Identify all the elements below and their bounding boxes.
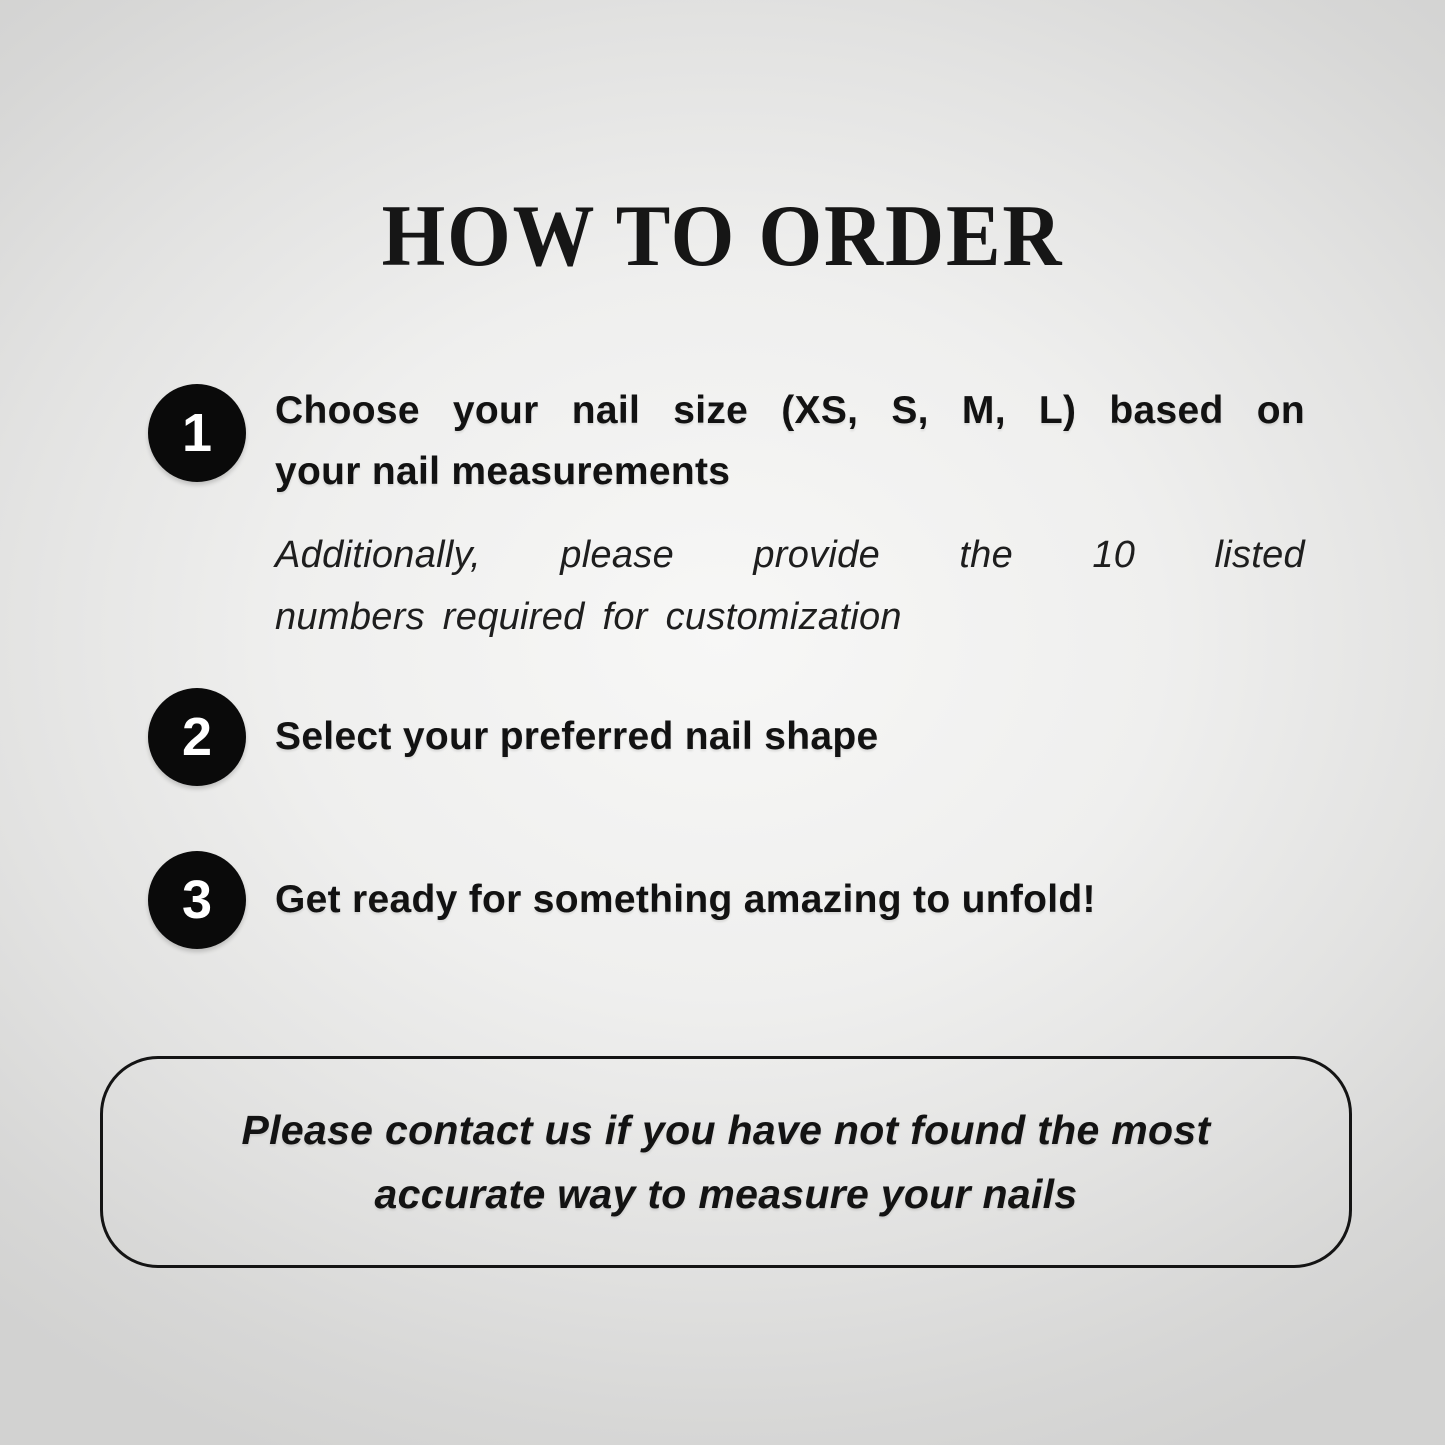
step-3-number: 3	[181, 870, 213, 930]
contact-note-box	[100, 1056, 1352, 1268]
step-2-title: Select your preferred nail shape	[275, 715, 879, 758]
step-1	[148, 380, 1305, 648]
step-1-title-line-1: Choose your nail size (XS, S, M, L) based on	[275, 389, 1305, 432]
step-2-number-badge	[148, 688, 246, 786]
step-2	[148, 688, 1305, 786]
step-2-number: 2	[181, 707, 213, 767]
step-3	[148, 851, 1305, 949]
step-3-number-badge	[148, 851, 246, 949]
page-title: HOW TO ORDER	[381, 188, 1064, 285]
step-1-number-badge	[148, 384, 246, 482]
contact-note-line-2: accurate way to measure your nails	[374, 1171, 1078, 1217]
step-1-number: 1	[181, 403, 213, 463]
step-1-note-line-1: Additionally, please provide the 10 listed	[275, 534, 1305, 576]
step-2-body	[275, 715, 1305, 759]
step-3-body	[275, 878, 1305, 922]
step-1-title	[275, 380, 1305, 502]
step-3-title: Get ready for something amazing to unfold!	[275, 878, 1096, 921]
contact-note-line-1: Please contact us if you have not found the most	[241, 1107, 1211, 1153]
step-1-note	[275, 524, 1305, 648]
step-1-note-line-2: numbers required for customization	[275, 596, 902, 638]
step-1-title-line-2: your nail measurements	[275, 450, 731, 493]
step-1-body	[275, 380, 1305, 648]
